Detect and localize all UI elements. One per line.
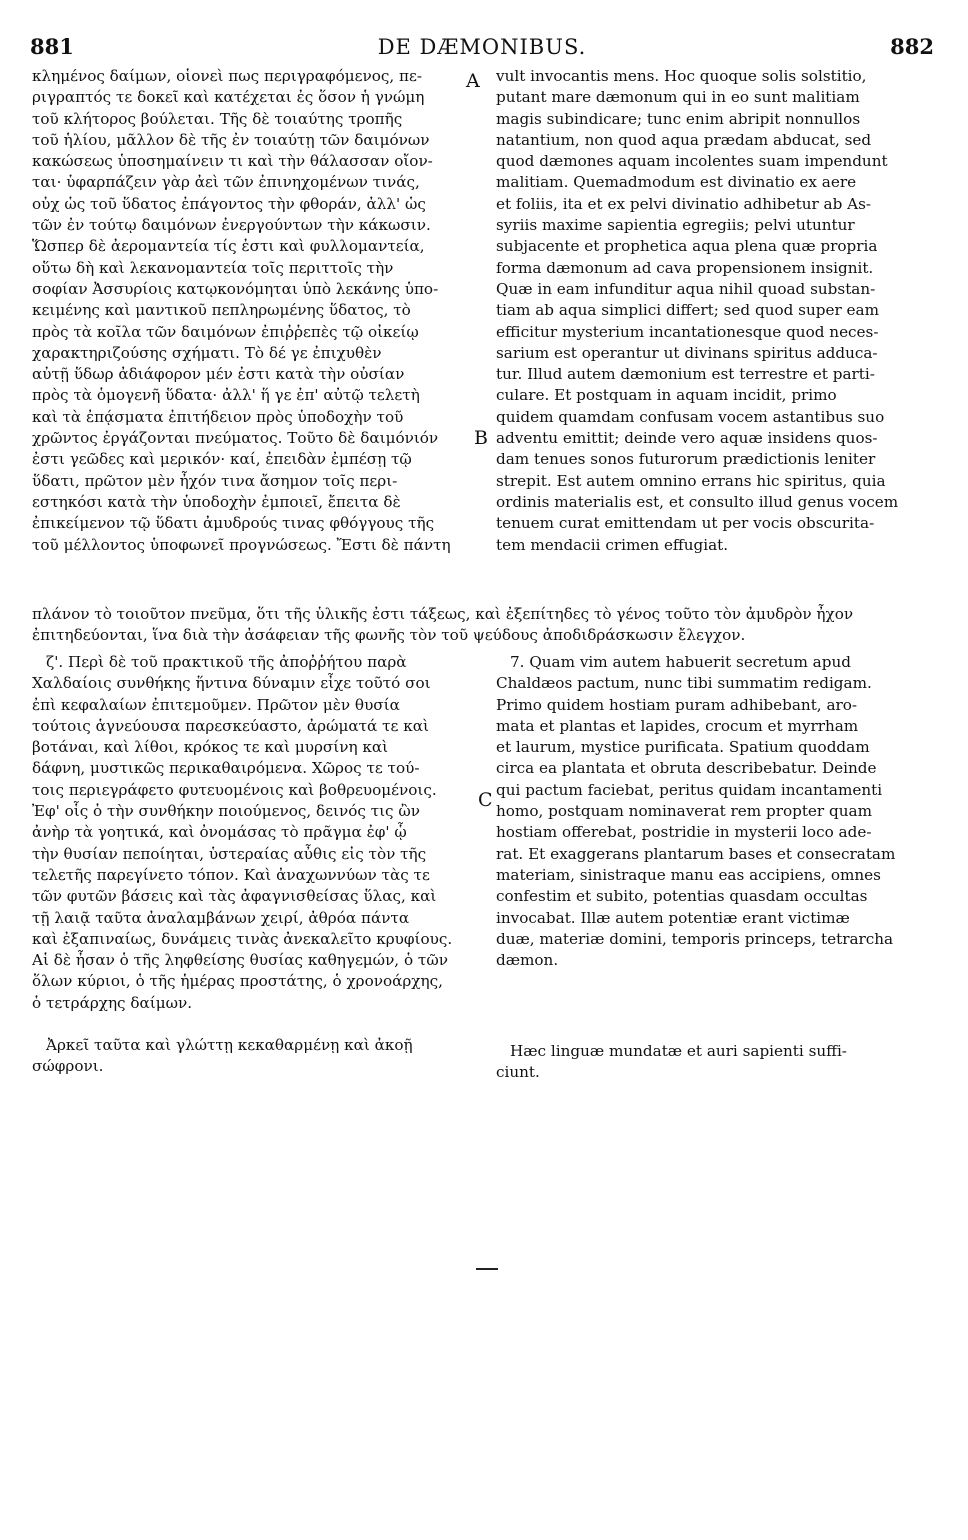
latin-column-bottom — [496, 652, 936, 971]
latin-line: Primo quidem hostiam puram adhibebant, aro- — [496, 695, 858, 714]
greek-line: ἐπιτηδεύονται, ἵνα διὰ τὴν ἀσάφειαν τῆς φωνῆς τὸν τοῦ ψεύδους ἀποδιδράσκωσιν ἔλεγχον. — [32, 626, 746, 645]
latin-line: putant mare dæmonum qui in eo sunt malitiam — [496, 88, 860, 107]
greek-line: τοῦ μέλλοντος ὑποφωνεῖ προγνώσεως. Ἔστι δὲ πάντη — [32, 535, 451, 554]
greek-column-top — [32, 66, 487, 556]
latin-line: Hæc linguæ mundatæ et auri sapienti suffi- — [510, 1042, 847, 1060]
latin-line: magis subindicare; tunc enim abripit nonnullos — [496, 109, 861, 128]
greek-line: οὐχ ὡς τοῦ ὕδατος ἐπάγοντος τὴν φθοράν, ἀλλ' ὡς — [32, 194, 426, 213]
latin-line: vult invocantis mens. Hoc quoque solis solstitio, — [496, 67, 867, 85]
greek-line: ὕδατι, πρῶτον μὲν ἦχόν τινα ἄσημον τοῖς περι- — [32, 471, 398, 490]
greek-line: δάφνη, μυστικῶς περικαθαιρόμενα. Χῶρος τε τού- — [32, 759, 420, 778]
greek-column-bottom — [32, 652, 487, 1014]
latin-line: tiam ab aqua simplici differt; sed quod super eam — [496, 301, 879, 320]
greek-line: τὴν θυσίαν πεποίηται, ὑστεραίας αὖθις εἰς τὸν τῆς — [32, 844, 427, 863]
greek-line: οὕτω δὴ καὶ λεκανομαντεία τοῖς περιττοῖς τὴν — [32, 258, 394, 277]
latin-line: quod dæmones aquam incolentes suam impendunt — [496, 152, 888, 171]
greek-line: τούτοις ἁγνεύουσα παρεσκεύαστο, ἀρώματά τε καὶ — [32, 716, 429, 735]
latin-line: strepit. Est autem omnino errans hic spiritus, quia — [496, 471, 886, 490]
section-marker-c: C — [478, 789, 493, 811]
latin-line: tur. Illud autem dæmonium est terrestre et parti- — [496, 365, 875, 384]
greek-line: χαρακτηριζούσης σχήματι. Τὸ δέ γε ἐπιχυθὲν — [32, 343, 382, 362]
greek-line: Ἀρκεῖ ταῦτα καὶ γλώττῃ κεκαθαρμένῃ καὶ ἀκοῇ — [46, 1036, 413, 1054]
greek-line: τῇ λαιᾷ ταῦτα ἀναλαμβάνων χειρί, ἀθρόα πάντα — [32, 908, 410, 927]
greek-line: βοτάναι, καὶ λίθοι, κρόκος τε καὶ μυρσίνη καὶ — [32, 738, 389, 757]
latin-line: circa ea plantata et obruta describebatur. Deinde — [496, 759, 877, 778]
greek-line: τῶν ἐν τούτῳ δαιμόνων ἐνεργούντων τὴν κάκωσιν. — [32, 216, 431, 235]
latin-line: adventu emittit; deinde vero aquæ insidens quos- — [496, 429, 878, 448]
greek-line: τελετῆς παρεγίνετο τόπον. Καὶ ἀναχωννύων τὰς τε — [32, 865, 430, 884]
greek-line: ἐπὶ κεφαλαίων ἐπιτεμοῦμεν. Πρῶτον μὲν θυσία — [32, 695, 400, 714]
latin-line: et foliis, ita et ex pelvi divinatio adhibetur ab As- — [496, 194, 872, 213]
greek-line: κειμένης καὶ μαντικοῦ πεπληρωμένης ὕδατος, τὸ — [32, 301, 411, 320]
latin-line: culare. Et postquam in aquam incidit, primo — [496, 386, 837, 405]
latin-line: quidem quamdam confusam vocem astantibus suo — [496, 407, 885, 426]
latin-line: syriis maxime sapientia egregiis; pelvi utuntur — [496, 216, 855, 235]
greek-line: τοις περιεγράφετο φυτευομένοις καὶ βοθρευομένοις. — [32, 780, 437, 799]
greek-line: ζ'. Περὶ δὲ τοῦ πρακτικοῦ τῆς ἀποῤῥήτου παρὰ — [46, 653, 407, 671]
greek-line: ἀνὴρ τὰ γοητικά, καὶ ὀνομάσας τὸ πρᾶγμα ἐφ' ᾧ — [32, 823, 407, 842]
greek-line: ται· ὑφαρπάζειν γὰρ ἀεὶ τῶν ἐπινηχομένων τινάς, — [32, 173, 420, 192]
greek-line: κλημένος δαίμων, οἱονεὶ πως περιγραφόμενος, πε- — [32, 67, 423, 85]
latin-line: qui pactum faciebat, peritus quidam incantamenti — [496, 780, 883, 799]
latin-line: ordinis materialis est, et consulto illud genus vocem — [496, 492, 899, 511]
end-rule — [476, 1268, 498, 1270]
latin-line: invocabat. Illæ autem potentiæ erant victimæ — [496, 908, 850, 927]
latin-line: mata et plantas et lapides, crocum et myrrham — [496, 716, 859, 735]
greek-line: πρὸς τὰ ὁμογενῆ ὕδατα· ἀλλ' ἥ γε ἐπ' αὐτῷ τελετὴ — [32, 386, 420, 405]
section-marker-a: A — [466, 70, 480, 92]
greek-line: ὁ τετράρχης δαίμων. — [32, 993, 193, 1012]
page-number-right: 882 — [890, 34, 934, 59]
greek-line: Ὥσπερ δὲ ἀερομαντεία τίς ἐστι καὶ φυλλομαντεία, — [32, 237, 425, 256]
page-header — [30, 34, 934, 64]
greek-line: ριγραπτός τε δοκεῖ καὶ κατέχεται ἐς ὅσον ἡ γνώμη — [32, 88, 425, 107]
greek-line: σοφίαν Ἀσσυρίοις κατῳκονόμηται ὑπὸ λεκάνης ὑπο- — [32, 279, 439, 298]
latin-line: Quæ in eam infunditur aqua nihil quoad substan- — [496, 279, 876, 298]
greek-line: εστηκόσι κατὰ τὴν ὑποδοχὴν ἐμποιεῖ, ἔπειτα δὲ — [32, 492, 401, 511]
greek-full-width-text — [32, 604, 936, 647]
latin-line: 7. Quam vim autem habuerit secretum apud — [510, 653, 851, 671]
greek-line: καὶ τὰ ἐπᾴσματα ἐπιτήδειον πρὸς ὑποδοχὴν τοῦ — [32, 407, 404, 426]
section-marker-b: B — [474, 427, 488, 449]
latin-line: hostiam offerebat, postridie in mysterii loco ade- — [496, 823, 872, 842]
running-title: DE DÆMONIBUS. — [377, 35, 587, 59]
latin-line: materiam, sinistraque manu eas accipiens, omnes — [496, 865, 881, 884]
latin-line: subjacente et prophetica aqua plena quæ propria — [496, 237, 878, 256]
greek-line: σώφρονι. — [32, 1057, 104, 1076]
greek-line: κακώσεως ὑποσημαίνειν τι καὶ τὴν θάλασσαν οἴον- — [32, 152, 433, 171]
latin-line: tem mendacii crimen effugiat. — [496, 535, 729, 554]
greek-line: χρῶντος ἐργάζονται πνεύματος. Τοῦτο δὲ δαιμόνιόν — [32, 429, 439, 448]
greek-line: τῶν φυτῶν βάσεις καὶ τὰς ἀφαγνισθείσας ὕλας, καὶ — [32, 887, 437, 906]
greek-line: ἐπικείμενον τῷ ὕδατι ἀμυδρούς τινας φθόγγους τῆς — [32, 514, 435, 533]
latin-line: natantium, non quod aqua prædam abducat, sed — [496, 130, 872, 149]
greek-line: τοῦ ἡλίου, μᾶλλον δὲ τῆς ἐν τοιαύτῃ τῶν δαιμόνων — [32, 130, 430, 149]
latin-line: homo, postquam nominaverat rem propter quam — [496, 802, 872, 821]
greek-line: ἐστι γεῶδες καὶ μερικόν· καί, ἐπειδὰν ἐμπέσῃ τῷ — [32, 450, 412, 469]
latin-line: dæmon. — [496, 951, 559, 970]
latin-line: tenuem curat emittendam ut per vocis obscurita- — [496, 514, 875, 533]
latin-closing — [496, 1041, 936, 1084]
greek-line: πλάνον τὸ τοιοῦτον πνεῦμα, ὅτι τῆς ὑλικῆς ἐστι τάξεως, καὶ ἐξεπίτηδες τὸ γένος τοῦτο τὸν ἀμυδρὸν ἦχον — [32, 605, 854, 623]
greek-closing — [32, 1035, 487, 1078]
greek-line: αὐτῇ ὕδωρ ἀδιάφορον μέν ἐστι κατὰ τὴν οὐσίαν — [32, 365, 405, 384]
greek-line: Χαλδαίοις συνθήκης ἥντινα δύναμιν εἶχε τοῦτό σοι — [32, 674, 431, 693]
latin-line: Chaldæos pactum, nunc tibi summatim redigam. — [496, 674, 872, 693]
latin-column-top — [496, 66, 936, 556]
latin-line: ciunt. — [496, 1063, 540, 1082]
greek-line: Αἱ δὲ ἦσαν ὁ τῆς ληφθείσης θυσίας καθηγεμών, ὁ τῶν — [32, 951, 448, 970]
greek-line: Ἐφ' οἷς ὁ τὴν συνθήκην ποιούμενος, δεινός τις ὢν — [32, 802, 421, 821]
greek-line: καὶ ἐξαπιναίως, δυνάμεις τινὰς ἀνεκαλεῖτο κρυφίους. — [32, 929, 453, 948]
greek-line: τοῦ κλήτορος βούλεται. Τῆς δὲ τοιαύτης τροπῆς — [32, 109, 403, 128]
latin-line: confestim et subito, potentias quasdam occultas — [496, 887, 868, 906]
latin-line: sarium est operantur ut divinans spiritus adduca- — [496, 343, 878, 362]
latin-line: malitiam. Quemadmodum est divinatio ex aere — [496, 173, 857, 192]
latin-line: et laurum, mystice purificata. Spatium quoddam — [496, 738, 870, 757]
latin-line: efficitur mysterium incantationesque quod neces- — [496, 322, 879, 341]
greek-line: ὅλων κύριοι, ὁ τῆς ἡμέρας προστάτης, ὁ χρονοάρχης, — [32, 972, 443, 991]
latin-line: duæ, materiæ domini, temporis princeps, tetrarcha — [496, 929, 894, 948]
latin-line: rat. Et exaggerans plantarum bases et consecratam — [496, 844, 896, 863]
latin-line: forma dæmonum ad cava propensionem insignit. — [496, 258, 874, 277]
greek-line: πρὸς τὰ κοῖλα τῶν δαιμόνων ἐπιῤῥεπὲς τῷ οἰκείῳ — [32, 322, 419, 341]
page-number-left: 881 — [30, 34, 74, 59]
latin-line: dam tenues sonos futurorum prædictionis leniter — [496, 450, 876, 469]
